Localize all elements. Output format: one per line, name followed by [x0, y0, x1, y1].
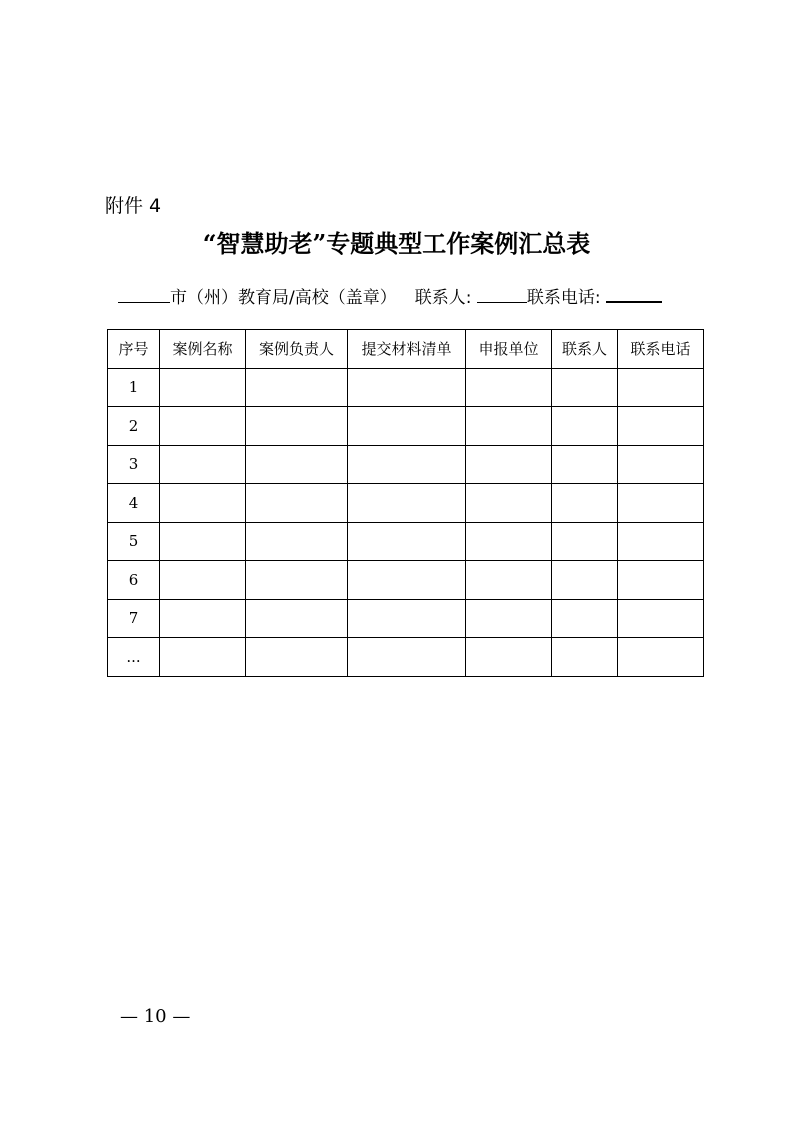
cell-phone [618, 561, 704, 600]
row-index: 5 [108, 522, 160, 561]
cell-case-lead [246, 445, 348, 484]
cell-case-name [160, 522, 246, 561]
cell-case-name [160, 445, 246, 484]
cell-applicant-unit [466, 561, 552, 600]
cell-applicant-unit [466, 599, 552, 638]
city-suffix-label: 市（州）教育局/高校（盖章） [170, 288, 397, 308]
contact-blank [477, 285, 527, 303]
cell-case-name [160, 484, 246, 523]
cell-case-name [160, 407, 246, 446]
table-row [108, 484, 704, 523]
summary-table [107, 329, 704, 677]
cell-applicant-unit [466, 484, 552, 523]
cell-contact [552, 638, 618, 677]
cell-phone [618, 638, 704, 677]
attachment-label: 附件 4 [105, 195, 162, 217]
table-row [108, 599, 704, 638]
header-phone: 联系电话 [618, 330, 704, 369]
cell-contact [552, 599, 618, 638]
phone-label: 联系电话: [526, 288, 601, 308]
cell-contact [552, 368, 618, 407]
contact-label: 联系人: [414, 288, 472, 308]
row-index: 6 [108, 561, 160, 600]
cell-case-lead [246, 407, 348, 446]
header-materials: 提交材料清单 [348, 330, 466, 369]
header-index: 序号 [108, 330, 160, 369]
table-header-row [108, 330, 704, 369]
cell-phone [618, 368, 704, 407]
cell-materials [348, 561, 466, 600]
cell-materials [348, 638, 466, 677]
cell-applicant-unit [466, 407, 552, 446]
cell-phone [618, 445, 704, 484]
page-title: “智慧助老”专题典型工作案例汇总表 [202, 229, 591, 258]
cell-case-lead [246, 522, 348, 561]
cell-phone [618, 484, 704, 523]
row-index: 1 [108, 368, 160, 407]
cell-case-lead [246, 368, 348, 407]
cell-applicant-unit [466, 368, 552, 407]
cell-contact [552, 522, 618, 561]
row-index: 4 [108, 484, 160, 523]
cell-materials [348, 445, 466, 484]
cell-materials [348, 368, 466, 407]
cell-applicant-unit [466, 445, 552, 484]
cell-materials [348, 484, 466, 523]
cell-applicant-unit [466, 638, 552, 677]
row-index: ... [108, 638, 160, 677]
row-index: 7 [108, 599, 160, 638]
cell-phone [618, 407, 704, 446]
cell-case-name [160, 368, 246, 407]
cell-case-lead [246, 484, 348, 523]
cell-applicant-unit [466, 522, 552, 561]
table-row [108, 522, 704, 561]
table-row [108, 407, 704, 446]
table-row [108, 368, 704, 407]
cell-case-lead [246, 599, 348, 638]
table-row [108, 561, 704, 600]
cell-case-name [160, 599, 246, 638]
cell-case-name [160, 561, 246, 600]
cell-contact [552, 407, 618, 446]
header-case-name: 案例名称 [160, 330, 246, 369]
header-applicant-unit: 申报单位 [466, 330, 552, 369]
row-index: 3 [108, 445, 160, 484]
cell-materials [348, 599, 466, 638]
page-number: — 10 — [120, 1006, 191, 1027]
cell-materials [348, 407, 466, 446]
cell-case-name [160, 638, 246, 677]
header-case-lead: 案例负责人 [246, 330, 348, 369]
cell-contact [552, 484, 618, 523]
row-index: 2 [108, 407, 160, 446]
cell-materials [348, 522, 466, 561]
cell-phone [618, 522, 704, 561]
phone-blank [606, 284, 662, 303]
cell-contact [552, 445, 618, 484]
cell-case-lead [246, 638, 348, 677]
cell-phone [618, 599, 704, 638]
city-blank [118, 285, 170, 303]
table-row [108, 638, 704, 677]
header-contact: 联系人 [552, 330, 618, 369]
table-row [108, 445, 704, 484]
cell-contact [552, 561, 618, 600]
cell-case-lead [246, 561, 348, 600]
meta-line [118, 284, 662, 310]
